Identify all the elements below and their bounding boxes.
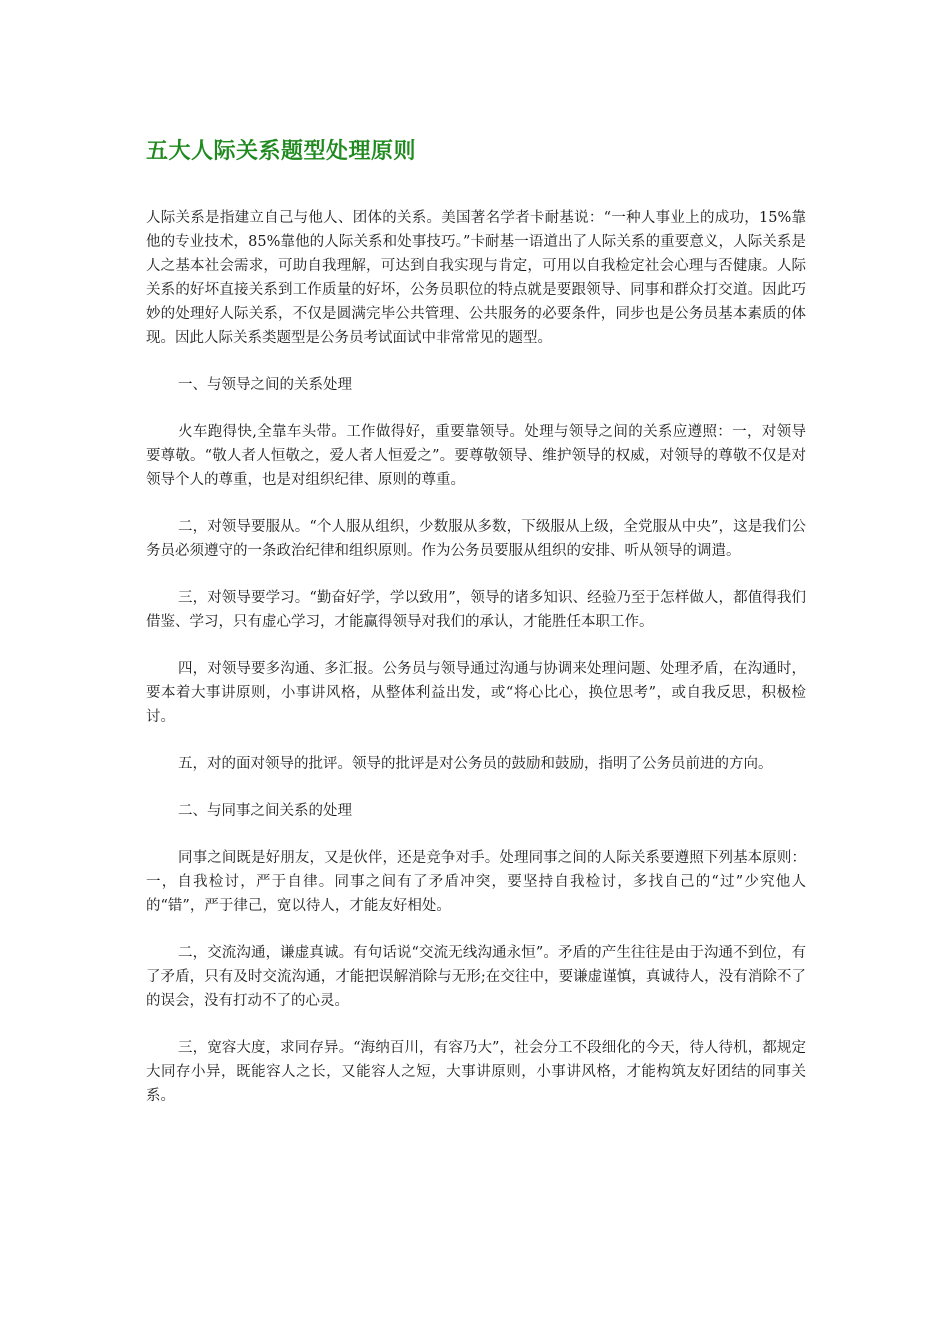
document-page — [146, 134, 806, 1131]
paragraph: 同事之间既是好朋友，又是伙伴，还是竞争对手。处理同事之间的人际关系要遵照下列基本原则：一，自我检讨，严于自律。同事之间有了矛盾冲突，要坚持自我检讨，多找自己的“过”少究他人的“错”，严于律己，宽以待人，才能友好相处。 — [146, 850, 806, 914]
paragraph: 三，宽容大度，求同存异。“海纳百川，有容乃大”，社会分工不段细化的今天，待人待机，都规定大同存小异，既能容人之长，又能容人之短，大事讲原则，小事讲风格，才能构筑友好团结的同事关系。 — [146, 1040, 806, 1104]
paragraph: 二，对领导要服从。“个人服从组织，少数服从多数，下级服从上级，全党服从中央”，这是我们公务员必须遵守的一条政治纪律和组织原则。作为公务员要服从组织的安排、听从领导的调遣。 — [146, 519, 806, 559]
intro-paragraph: 人际关系是指建立自己与他人、团体的关系。美国著名学者卡耐基说：“一种人事业上的成功，15%靠他的专业技术，85%靠他的人际关系和处事技巧。”卡耐基一语道出了人际关系的重要意义，人际关系是人之基本社会需求，可助自我理解，可达到自我实现与肯定，可用以自我检定社会心理与否健康。人际关系的好坏直接关系到工作质量的好坏，公务员职位的特点就是要跟领导、同事和群众打交道。因此巧妙的处理好人际关系，不仅是圆满完毕公共管理、公共服务的必要条件，同步也是公务员基本素质的体现。因此人际关系类题型是公务员考试面试中非常常见的题型。 — [146, 210, 806, 346]
paragraph: 三，对领导要学习。“勤奋好学，学以致用”，领导的诸多知识、经验乃至于怎样做人，都值得我们借鉴、学习，只有虚心学习，才能赢得领导对我们的承认，才能胜任本职工作。 — [146, 590, 806, 630]
paragraph: 二，交流沟通，谦虚真诚。有句话说“交流无线沟通永恒”。矛盾的产生往往是由于沟通不到位，有了矛盾，只有及时交流沟通，才能把误解消除与无形;在交往中，要谦虚谨慎，真诚待人，没有消除不了的误会，没有打动不了的心灵。 — [146, 945, 806, 1009]
document-title: 五大人际关系题型处理原则 — [146, 139, 417, 164]
paragraph: 火车跑得快,全靠车头带。工作做得好，重要靠领导。处理与领导之间的关系应遵照：一，对领导要尊敬。“敬人者人恒敬之，爱人者人恒爱之”。要尊敬领导、维护领导的权威，对领导的尊敬不仅是对领导个人的尊重，也是对组织纪律、原则的尊重。 — [146, 424, 806, 488]
section-heading-leaders: 一、与领导之间的关系处理 — [178, 377, 352, 393]
paragraph: 五，对的面对领导的批评。领导的批评是对公务员的鼓励和鼓励，指明了公务员前进的方向。 — [178, 756, 773, 772]
section-heading-colleagues: 二、与同事之间关系的处理 — [178, 803, 352, 819]
paragraph: 四，对领导要多沟通、多汇报。公务员与领导通过沟通与协调来处理问题、处理矛盾，在沟通时，要本着大事讲原则，小事讲风格，从整体利益出发，或“将心比心，换位思考”，或自我反思，积极检讨。 — [146, 661, 806, 725]
